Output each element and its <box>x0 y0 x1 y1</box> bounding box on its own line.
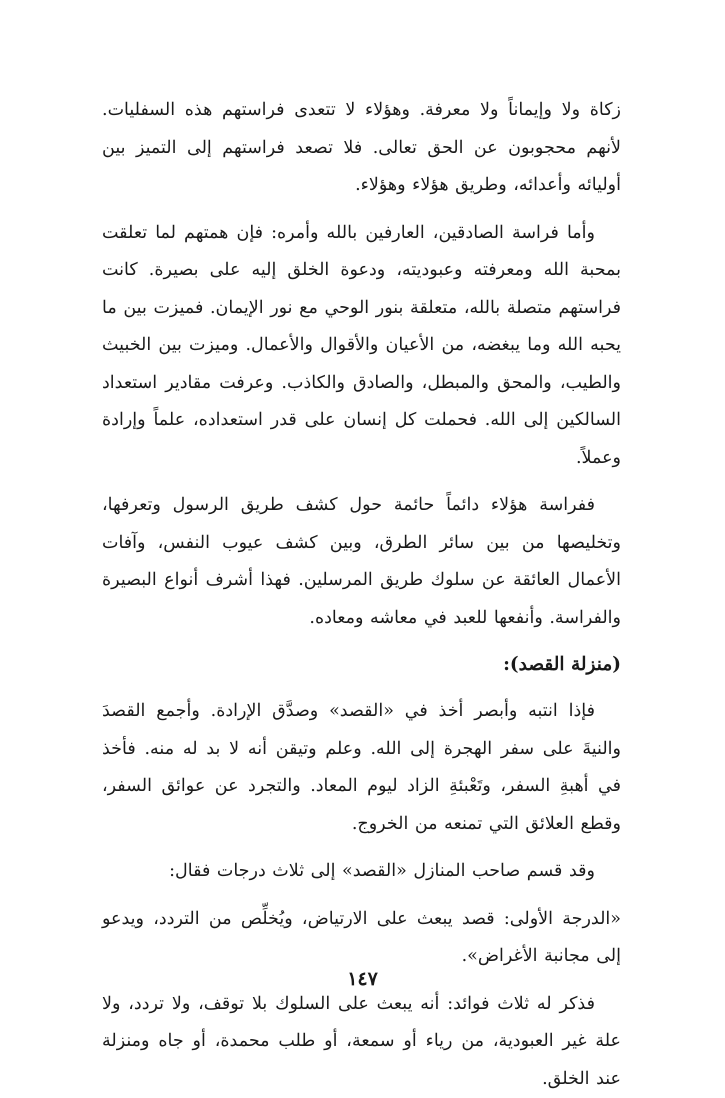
section-heading-qasd: (منزلة القصد): <box>102 647 621 683</box>
page-number: ١٤٧ <box>0 968 725 990</box>
paragraph-firasa-of-these: ففراسة هؤلاء دائماً حائمة حول كشف طريق الرسول وتعرفها، وتخليصها من بين سائر الطرق، وبين كشف عيوب النفس، وآفات الأعمال العائقة عن سلوك طريق المرسلين. فهذا أشرف أنواع البصيرة والفراسة. وأنفعها للعبد في معاشه ومعاده. <box>102 487 621 637</box>
paragraph-qasd-intro: فإذا انتبه وأبصر أخذ في «القصد» وصدَّق الإرادة. وأجمع القصدَ والنيةَ على سفر الهجرة إلى الله. وعلم وتيقن أنه لا بد له منه. فأخذ في أهبةِ السفر، وتَعْبئةِ الزاد ليوم المعاد. والتجرد عن عوائق السفر، وقطع العلائق التي تمنعه من الخروج. <box>102 693 621 843</box>
paragraph-three-degrees: وقد قسم صاحب المنازل «القصد» إلى ثلاث درجات فقال: <box>102 853 621 891</box>
paragraph-three-benefits: فذكر له ثلاث فوائد: أنه يبعث على السلوك بلا توقف، ولا تردد، ولا علة غير العبودية، من رياء أو سمعة، أو طلب محمدة، أو جاه ومنزلة عند الخلق. <box>102 986 621 1098</box>
paragraph-first-degree-quote: «الدرجة الأولى: قصد يبعث على الارتياض، ويُخلِّص من التردد، ويدعو إلى مجانبة الأغراض». <box>102 901 621 976</box>
paragraph-lower-firasa-end: زكاة ولا وإيماناً ولا معرفة. وهؤلاء لا تتعدى فراستهم هذه السفليات. لأنهم محجوبون عن الحق تعالى. فلا تصعد فراستهم إلى التميز بين أوليائه وأعدائه، وطريق هؤلاء وهؤلاء. <box>102 92 621 205</box>
paragraph-truthful-firasa: وأما فراسة الصادقين، العارفين بالله وأمره: فإن همتهم لما تعلقت بمحبة الله ومعرفته وعبوديته، ودعوة الخلق إليه على بصيرة. كانت فراستهم متصلة بالله، متعلقة بنور الوحي مع نور الإيمان. فميزت بين ما يحبه الله وما يبغضه، من الأعيان والأقوال والأعمال. وميزت بين الخبيث والطيب، والمحق والمبطل، والصادق والكاذب. وعرفت مقادير استعداد السالكين إلى الله. فحملت كل إنسان على قدر استعداده، علماً وإرادة وعملاً. <box>102 215 621 478</box>
